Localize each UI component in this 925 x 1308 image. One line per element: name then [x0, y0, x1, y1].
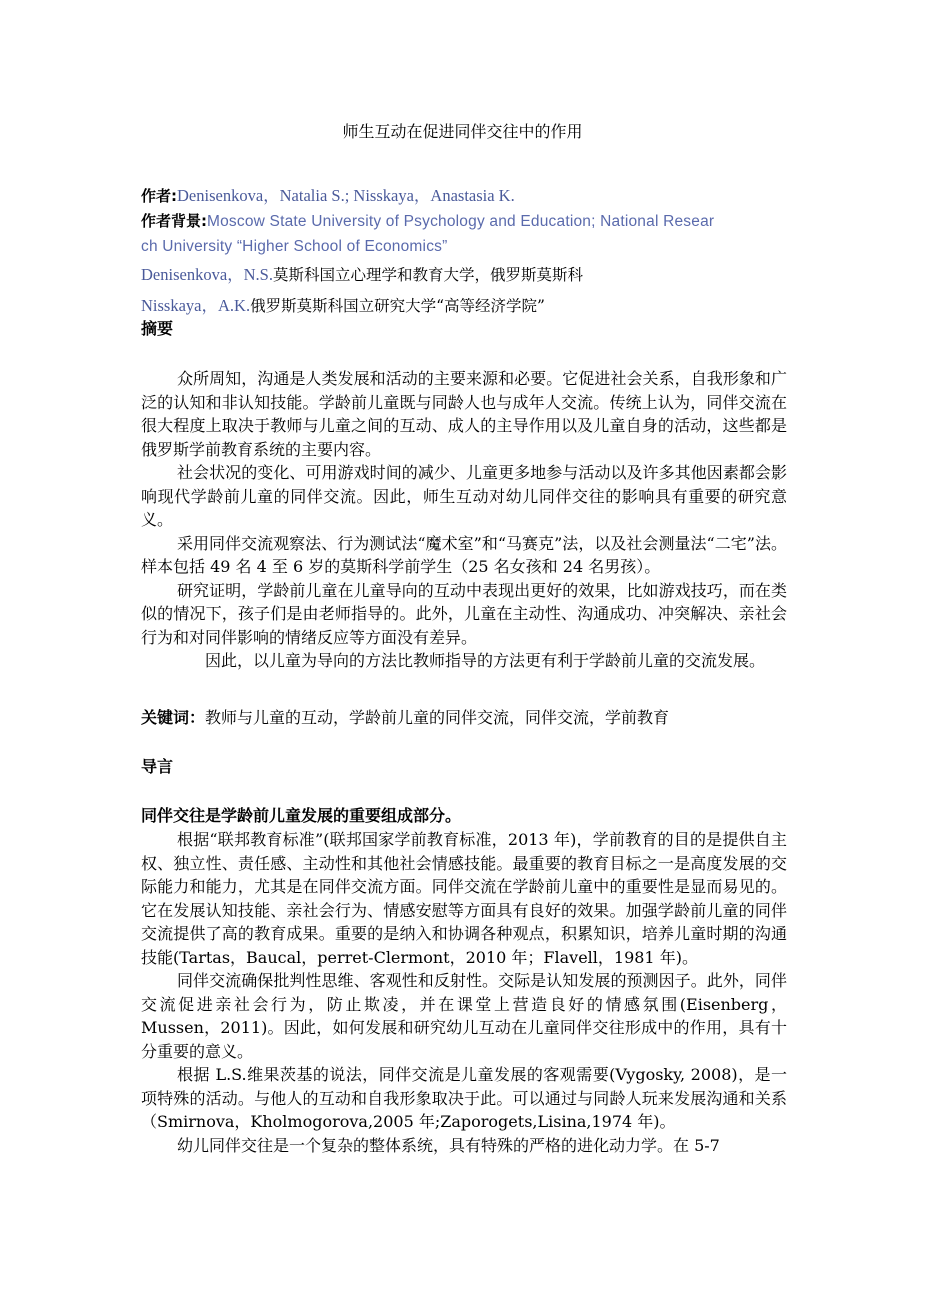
paper-title: 师生互动在促进同伴交往中的作用 [342, 122, 583, 141]
introduction-subheading: 同伴交往是学龄前儿童发展的重要组成部分。 [141, 806, 462, 825]
background-label: 作者背景: [141, 212, 207, 230]
keywords-label: 关键词： [141, 708, 206, 727]
abstract-heading: 摘要 [141, 319, 174, 338]
affiliation-1 [141, 264, 791, 286]
abstract-body [141, 367, 787, 673]
affiliation-2 [141, 295, 791, 317]
affiliation-text: 莫斯科国立心理学和教育大学，俄罗斯莫斯科 [272, 266, 583, 284]
abstract-paragraph: 社会状况的变化、可用游戏时间的减少、儿童更多地参与活动以及许多其他因素都会影响现代学龄前儿童的同伴交流。因此，师生互动对幼儿同伴交往的影响具有重要的研究意义。 [141, 463, 787, 529]
abstract-paragraph: 因此，以儿童为导向的方法比教师指导的方法更有利于学龄前儿童的交流发展。 [205, 651, 766, 670]
authors-line [141, 185, 791, 207]
intro-paragraph: 根据“联邦教育标准”(联邦国家学前教育标准，2013 年)，学前教育的目的是提供自主权、独立性、责任感、主动性和其他社会情感技能。最重要的教育目标之一是高度发展的交际能力和能力，尤其是在同伴交流方面。同伴交流在学龄前儿童中的重要性是显而易见的。它在发展认知技能、亲社会行为、情感安慰等方面具有良好的效果。加强学龄前儿童的同伴交流提供了高的教育成果。重要的是纳入和协调各种观点，积累知识，培养儿童时期的沟通技能(Tartas，Baucal，perret-Clermont，2010 年；Flavell，1981 年)。 [141, 830, 787, 967]
affiliation-author: Nisskaya，A.K. [141, 296, 251, 315]
author-background [141, 209, 791, 259]
abstract-paragraph: 众所周知，沟通是人类发展和活动的主要来源和必要。它促进社会关系，自我形象和广泛的认知和非认知技能。学龄前儿童既与同龄人也与成年人交流。传统上认为，同伴交流在很大程度上取决于教师与儿童之间的互动、成人的主导作用以及儿童自身的活动，这些都是俄罗斯学前教育系统的主要内容。 [141, 369, 787, 459]
introduction-body [141, 828, 787, 1157]
keywords-value: 教师与儿童的互动，学龄前儿童的同伴交流，同伴交流，学前教育 [205, 708, 670, 727]
background-line-1: Moscow State University of Psychology and Education; National Resear [207, 213, 715, 230]
background-line-2: ch University “Higher School of Economics” [141, 238, 448, 255]
intro-paragraph: 幼儿同伴交往是一个复杂的整体系统，具有特殊的严格的进化动力学。在 5-7 [177, 1135, 720, 1155]
intro-paragraph: 根据 L.S.维果茨基的说法，同伴交流是儿童发展的客观需要(Vygosky, 2008)，是一项特殊的活动。与他人的互动和自我形象取决于此。可以通过与同龄人玩来发展沟通和关系（Smirnova，Kholmogorova,2005 年;Zaporogets,Lisina,1974 年)。 [141, 1065, 787, 1131]
authors-value: Denisenkova，Natalia S.; Nisskaya，Anastasia K. [177, 186, 515, 205]
authors-label: 作者: [141, 187, 177, 205]
introduction-heading: 导言 [141, 757, 174, 776]
abstract-paragraph: 采用同伴交流观察法、行为测试法“魔术室”和“马赛克”法，以及社会测量法“二宅”法。样本包括 49 名 4 至 6 岁的莫斯科学前学生（25 名女孩和 24 名男孩）。 [141, 533, 787, 576]
intro-paragraph: 同伴交流确保批判性思维、客观性和反射性。交际是认知发展的预测因子。此外，同伴交流促进亲社会行为，防止欺凌，并在课堂上营造良好的情感氛围(Eisenberg，Mussen，2011)。因此，如何发展和研究幼儿互动在儿童同伴交往形成中的作用，具有十分重要的意义。 [141, 971, 787, 1061]
keywords-line [141, 707, 791, 729]
affiliation-text: 俄罗斯莫斯科国立研究大学“高等经济学院” [250, 297, 545, 315]
abstract-paragraph: 研究证明，学龄前儿童在儿童导向的互动中表现出更好的效果，比如游戏技巧，而在类似的情况下，孩子们是由老师指导的。此外，儿童在主动性、沟通成功、冲突解决、亲社会行为和对同伴影响的情绪反应等方面没有差异。 [141, 580, 787, 647]
affiliation-author: Denisenkova，N.S. [141, 265, 273, 284]
